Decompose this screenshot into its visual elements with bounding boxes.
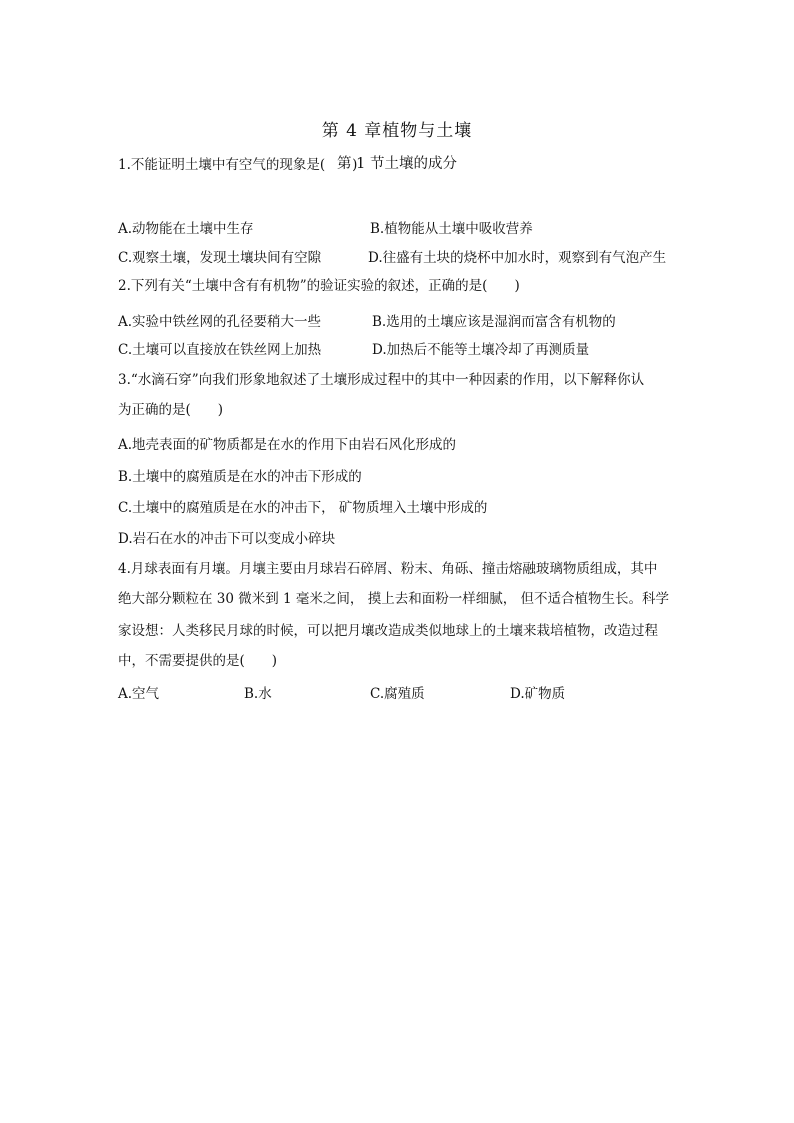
question-1-option-a: A.动物能在土壤中生存 [118,221,254,237]
question-4-stem-line-3: 家设想：人类移民月球的时候，可以把月壤改造成类似地球上的土壤来栽培植物，改造过程 [118,623,658,639]
question-4-stem-line-2: 绝大部分颗粒在 30 微米到 1 毫米之间， 摸上去和面粉一样细腻， 但不适合植物生长。科学 [118,591,670,607]
question-3-option-a: A.地壳表面的矿物质都是在水的作用下由岩石风化形成的 [118,437,457,453]
question-1-options-row-1 [118,217,718,237]
question-1-stem: 1.不能证明土壤中有空气的现象是( ) [118,157,358,173]
chapter-title: 第 4 章植物与土壤 [321,121,473,141]
question-3-option-d: D.岩石在水的冲击下可以变成小碎块 [118,531,336,547]
question-3-option-b: B.土壤中的腐殖质是在水的冲击下形成的 [118,469,362,485]
question-2-option-d: D.加热后不能等土壤冷却了再测质量 [372,342,590,358]
question-4-option-b: B.水 [244,686,272,702]
section-title: 第 1 节土壤的成分 [337,156,457,172]
question-1-option-b: B.植物能从土壤中吸收营养 [370,221,533,237]
question-4-option-c: C.腐殖质 [370,686,425,702]
question-4-option-a: A.空气 [118,686,160,702]
question-2-stem: 2.下列有关“土壤中含有有机物”的验证实验的叙述，正确的是( ) [118,278,520,294]
question-2-option-b: B.选用的土壤应该是湿润而富含有机物的 [372,314,616,330]
question-4-options-row [118,682,718,702]
question-3-stem-line-2: 为正确的是( ) [118,402,224,418]
question-1-options-row-2 [118,246,718,266]
question-3-option-c: C.土壤中的腐殖质是在水的冲击下， 矿物质埋入土壤中形成的 [118,500,488,516]
question-2-options-row-1 [118,310,718,330]
question-1-option-c: C.观察土壤，发现土壤块间有空隙 [118,250,322,266]
question-2-options-row-2 [118,338,718,358]
question-4-stem-line-4: 中，不需要提供的是( ) [118,653,278,669]
question-4-stem-line-1: 4.月球表面有月壤。月壤主要由月球岩石碎屑、粉末、角砾、撞击熔融玻璃物质组成，其中 [118,561,658,577]
question-2-option-a: A.实验中铁丝网的孔径要稍大一些 [118,314,322,330]
question-2-option-c: C.土壤可以直接放在铁丝网上加热 [118,342,322,358]
question-1-option-d: D.往盛有土块的烧杯中加水时，观察到有气泡产生 [368,250,667,266]
question-4-option-d: D.矿物质 [510,686,566,702]
question-3-stem-line-1: 3.“水滴石穿”向我们形象地叙述了土壤形成过程中的其中一种因素的作用，以下解释你认 [118,372,645,388]
